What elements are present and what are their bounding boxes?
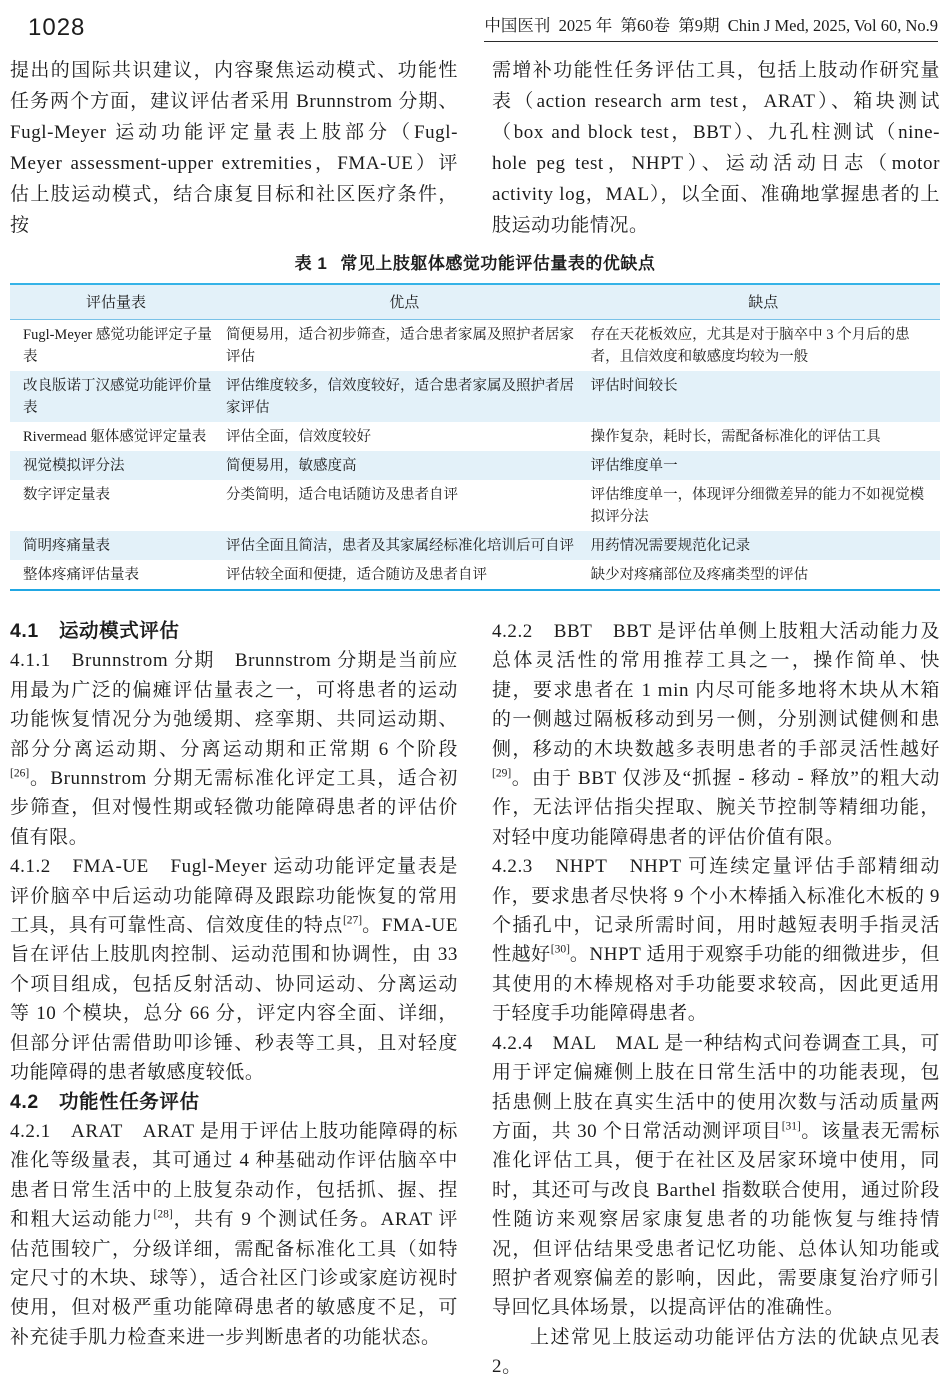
- page-number: 1028: [28, 14, 86, 41]
- table1-column-header: 优点: [222, 284, 587, 320]
- body-section: [0, 617, 950, 1382]
- table-cell: 用药情况需要规范化记录: [587, 531, 940, 560]
- table-row: [10, 531, 940, 560]
- table1-header-row: [10, 284, 940, 320]
- table-row: [10, 560, 940, 590]
- journal-running-title: 中国医刊 2025 年 第60卷 第9期 Chin J Med, 2025, Vol 60, No.9: [484, 15, 938, 42]
- intro-left-paragraph: 提出的国际共识建议，内容聚焦运动模式、功能性任务两个方面，建议评估者采用 Brunnstrom 分期、Fugl-Meyer 运动功能评定量表上肢部分（Fugl-Meyer assessment-upper extremities，FMA-UE）评估上肢运动模式，结合康复目标和社区医疗条件，按: [10, 60, 458, 236]
- table-cell: 缺少对疼痛部位及疼痛类型的评估: [590, 566, 809, 583]
- table-cell: 改良版诺丁汉感觉功能评价量表: [10, 371, 222, 422]
- table1-body: [10, 320, 940, 591]
- table-cell: 简便易用，适合初步筛查，适合患者家属及照护者居家评估: [226, 326, 575, 365]
- reference-citation: [27]: [342, 914, 363, 927]
- page-header: [0, 0, 950, 42]
- table1-caption-title: 常见上肢躯体感觉功能评估量表的优缺点: [340, 254, 656, 273]
- table-cell: 评估较全面和便捷，适合随访及患者自评: [226, 566, 488, 583]
- reference-citation: [26]: [10, 767, 30, 780]
- table-cell: 评估全面且简洁，患者及其家属经标准化培训后可自评: [222, 531, 587, 560]
- table-cell: 评估维度较多，信效度较好，适合患者家属及照护者居家评估: [222, 371, 587, 422]
- table-cell: Fugl-Meyer 感觉功能评定子量表: [23, 326, 212, 365]
- table-cell: 分类简明，适合电话随访及患者自评: [226, 486, 459, 503]
- body-paragraph: 4.2.2 BBT BBT 是评估单侧上肢粗大活动能力及总体灵活性的常用推荐工具之一，操作简单、快捷，要求患者在 1 min 内尽可能多地将木块从木箱的一侧越过隔板移动到另一侧，分别测试健侧和患侧，移动的木块数越多表明患者的手部灵活性越好[29]。由于 BBT 仅涉及“抓握 - 移动 - 释放”的粗大动作，无法评估指尖捏取、腕关节控制等精细功能，对轻中度功能障碍患者的评估价值有限。: [492, 621, 940, 848]
- reference-citation: [30]: [550, 944, 570, 957]
- body-left-column: [10, 617, 458, 1382]
- table-cell: 数字评定量表: [23, 486, 110, 503]
- table1-block: [0, 253, 950, 591]
- table-cell: 评估时间较长: [587, 371, 940, 422]
- table1-column-header: 缺点: [587, 284, 940, 320]
- table-cell: 简明疼痛量表: [10, 531, 222, 560]
- section-heading: 4.1 运动模式评估: [10, 620, 180, 642]
- body-paragraph: 4.2.1 ARAT ARAT 是用于评估上肢功能障碍的标准化等级量表，其可通过 4 种基础动作评估脑卒中患者日常生活中的上肢复杂动作，包括抓、握、捏和粗大运动能力[28]，共有 9 个测试任务。ARAT 评估范围较广，分级详细，需配备标准化工具（如特定尺寸的木块、球等），适合社区门诊或家庭访视时使用，但对极严重功能障碍患者的敏感度不足，可补充徒手肌力检查来进一步判断患者的功能状态。: [10, 1120, 458, 1348]
- reference-citation: [31]: [781, 1120, 801, 1133]
- table-cell: 存在天花板效应，尤其是对于脑卒中 3 个月后的患者，且信效度和敏感度均较为一般: [590, 326, 910, 365]
- body-paragraph: 4.1.2 FMA-UE Fugl-Meyer 运动功能评定量表是评价脑卒中后运动功能障碍及跟踪功能恢复的常用工具，具有可靠性高、信效度佳的特点[27]。FMA-UE 旨在评估上肢肌肉控制、运动范围和协调性，由 33 个项目组成，包括反射活动、协同运动、分离运动等 10 个模块，总分 66 分，评定内容全面、详细，但部分评估需借助叩诊锤、秒表等工具，且对轻度功能障碍的患者敏感度较低。: [10, 856, 458, 1084]
- table1-caption-label: 表 1: [294, 254, 328, 273]
- table-row: [10, 320, 940, 372]
- body-paragraph: 上述常见上肢运动功能评估方法的优缺点见表 2。: [492, 1326, 940, 1378]
- table1-column-header: 评估量表: [10, 284, 222, 320]
- table-row: [10, 480, 940, 531]
- body-right-column: [492, 617, 940, 1382]
- body-paragraph: 4.2.3 NHPT NHPT 可连续定量评估手部精细动作，要求患者尽快将 9 个小木棒插入标准化木板的 9 个插孔中，记录所需时间，用时越短表明手指灵活性越好[30]。NHPT 适用于观察手功能的细微进步，但其使用的木棒规格对手功能要求较高，因此更适用于轻度手功能障碍患者。: [492, 856, 940, 1025]
- intro-section: [0, 55, 950, 241]
- table-cell: 操作复杂，耗时长，需配备标准化的评估工具: [590, 428, 881, 445]
- table-row: [10, 422, 940, 451]
- body-paragraph: 4.2.4 MAL MAL 是一种结构式问卷调查工具，可用于评定偏瘫侧上肢在日常生活中的功能表现，包括患侧上肢在真实生活中的使用次数与活动质量两方面，共 30 个日常活动测评项目[31]。该量表无需标准化评估工具，便于在社区及居家环境中使用，同时，其还可与改良 Barthel 指数联合使用，通过阶段性随访来观察居家康复患者的功能恢复与维持情况，但评估结果受患者记忆功能、总体认知功能或照护者观察偏差的影响，因此，需要康复治疗师引导回忆具体场景，以提高评估的准确性。: [492, 1032, 940, 1319]
- table-cell: 整体疼痛评估量表: [23, 566, 139, 583]
- table-row: [10, 451, 940, 480]
- table-row: [10, 371, 940, 422]
- table-cell: 视觉模拟评分法: [10, 451, 222, 480]
- table-cell: 评估全面，信效度较好: [226, 428, 372, 445]
- table1: [10, 283, 940, 591]
- table-cell: Rivermead 躯体感觉评定量表: [23, 428, 207, 445]
- section-heading: 4.2 功能性任务评估: [10, 1090, 200, 1113]
- reference-citation: [29]: [492, 767, 512, 780]
- intro-right-paragraph: 需增补功能性任务评估工具，包括上肢动作研究量表（action research arm test，ARAT）、箱块测试（box and block test，BBT）、九孔柱测试（nine-hole peg test，NHPT）、运动活动日志（motor activity log，MAL），以全面、准确地掌握患者的上肢运动功能情况。: [492, 60, 940, 236]
- table-cell: 评估维度单一，体现评分细微差异的能力不如视觉模拟评分法: [590, 486, 925, 525]
- reference-citation: [28]: [153, 1208, 173, 1221]
- body-paragraph: 4.1.1 Brunnstrom 分期 Brunnstrom 分期是当前应用最为广泛的偏瘫评估量表之一，可将患者的运动功能恢复情况分为弛缓期、痉挛期、共同运动期、部分分离运动期、分离运动期和正常期 6 个阶段[26]。Brunnstrom 分期无需标准化评定工具，适合初步筛查，但对慢性期或轻微功能障碍患者的评估价值有限。: [10, 650, 458, 848]
- table-cell: 简便易用，敏感度高: [222, 451, 587, 480]
- table1-caption: [10, 253, 940, 275]
- table-cell: 评估维度单一: [587, 451, 940, 480]
